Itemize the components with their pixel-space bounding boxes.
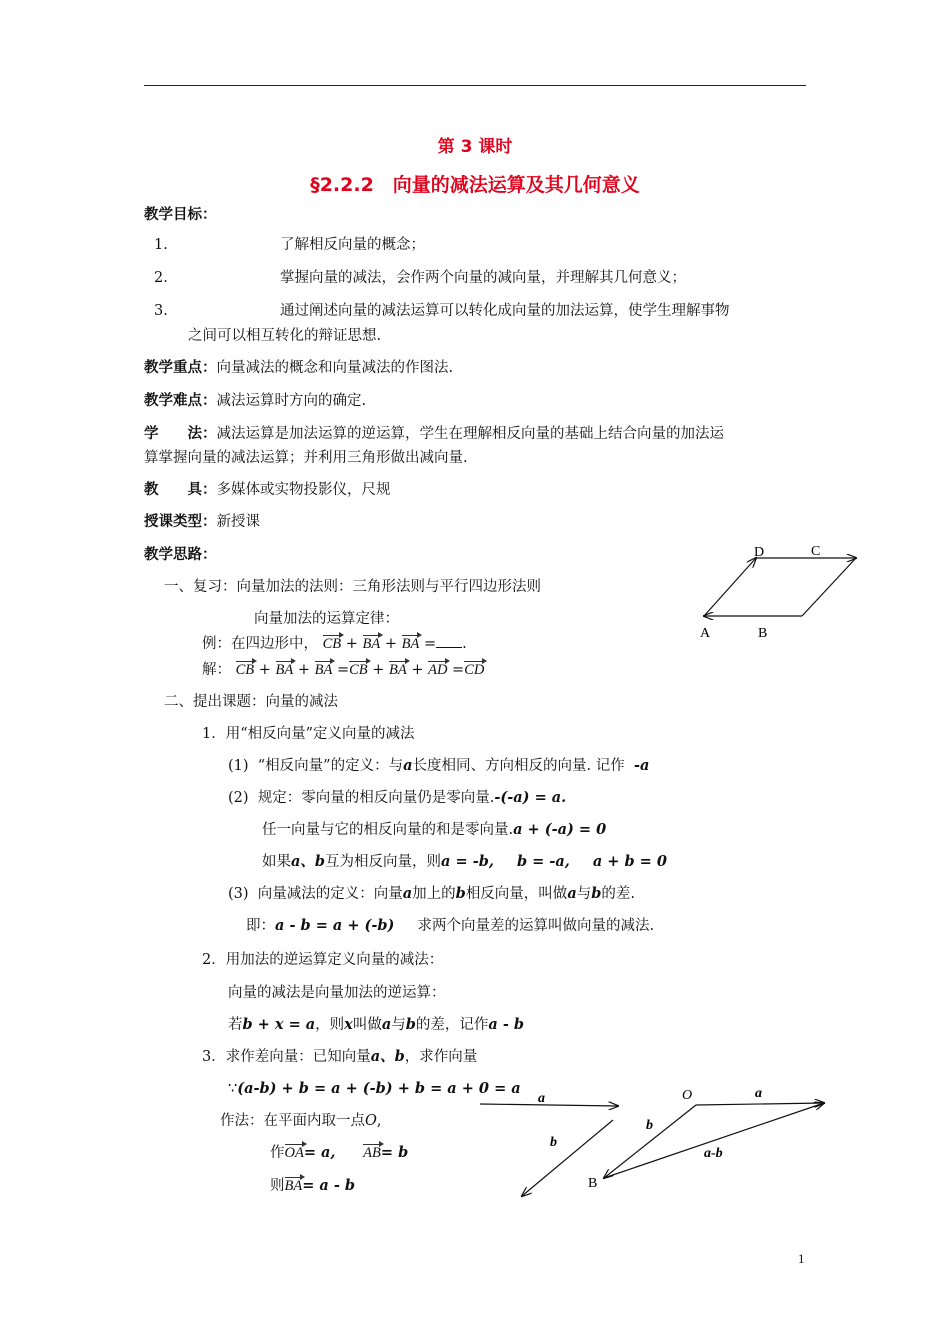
goal-3-text-cont: 之间可以相互转化的辩证思想. [188, 328, 382, 344]
review-example: 例：在四边形中， CB + BA + BA = . [202, 636, 467, 652]
label-d: D [754, 545, 765, 560]
parallelogram-figure [690, 536, 870, 646]
goal-3-text: 通过阐述向量的减法运算可以转化成向量的加法运算，使学生理解事物 [280, 303, 730, 319]
goal-1-text: 了解相反向量的概念； [280, 237, 425, 253]
difficulty: 教学难点：减法运算时方向的确定. [144, 392, 367, 409]
study-method-cont: 算掌握向量的减法运算；并利用三角形做出减向量. [144, 450, 468, 466]
s3-method: 作法：在平面内取一点O, [220, 1113, 382, 1129]
s3-heading: 3．求作差向量：已知向量a、b，求作向量 [202, 1048, 478, 1065]
s1-heading: 1．用“相反向量”定义向量的减法 [202, 726, 415, 742]
label-tri-b: b [646, 1118, 653, 1133]
vector-ba [604, 1103, 824, 1178]
s2-line1: 向量的减法是向量加法的逆运算： [228, 985, 446, 1001]
s1-line6: 即：a - b = a + (-b) 求两个向量差的运算叫做向量的减法. [246, 917, 655, 934]
s3-because: ∵(a-b) + b = a + (-b) + b = a + 0 = a [228, 1080, 521, 1097]
vector-oa [696, 1103, 824, 1105]
label-c: C [811, 544, 821, 559]
key-point: 教学重点：向量减法的概念和向量减法的作图法. [144, 359, 454, 376]
goals-label: 教学目标： [144, 206, 217, 223]
lesson-number: 第 3 课时 [437, 137, 513, 157]
s1-item1: (1) “相反向量”的定义：与a长度相同、方向相反的向量. 记作 -a [228, 757, 650, 774]
label-b: B [758, 626, 768, 641]
given-vector-b [522, 1120, 613, 1196]
header-rule [144, 85, 806, 86]
label-tri-a: a [755, 1086, 762, 1101]
review-heading: 一、复习：向量加法的法则：三角形法则与平行四边形法则 [164, 579, 541, 595]
part2-heading: 二、提出课题：向量的减法 [164, 694, 338, 710]
goal-2-text: 掌握向量的减法，会作两个向量的减向量，并理解其几何意义； [280, 270, 686, 286]
vector-difference-figure [480, 1075, 840, 1205]
label-a: A [700, 626, 711, 641]
label-diff: a-b [704, 1146, 723, 1161]
s1-line4: 如果a、b互为相反向量，则a = -b, b = -a, a + b = 0 [262, 853, 667, 870]
section-title: §2.2.2 向量的减法运算及其几何意义 [310, 174, 640, 196]
goal-3-num: 3. [154, 303, 168, 319]
s1-item3: (3) 向量减法的定义：向量a加上的b相反向量，叫做a与b的差. [228, 885, 635, 902]
thinking-label: 教学思路： [144, 546, 217, 563]
lesson-type: 授课类型：新授课 [144, 513, 260, 530]
label-b-point: B [588, 1176, 598, 1191]
label-given-a: a [538, 1091, 545, 1106]
tools: 教 具：多媒体或实物投影仪，尺规 [144, 481, 391, 498]
s3-make: 作OA= a, AB= b [270, 1144, 409, 1161]
goal-2-num: 2. [154, 270, 168, 286]
s1-item2: (2) 规定：零向量的相反向量仍是零向量.-(-a) = a. [228, 789, 567, 806]
review-solution: 解： CB + BA + BA =CB + BA + AD =CD [202, 662, 485, 678]
goal-1-num: 1. [154, 237, 168, 253]
label-given-b: b [550, 1135, 557, 1150]
s2-heading: 2．用加法的逆运算定义向量的减法： [202, 952, 444, 968]
review-laws: 向量加法的运算定律： [254, 611, 399, 627]
given-vector-a [480, 1104, 618, 1106]
label-o: O [682, 1088, 693, 1103]
vector-ab [604, 1105, 696, 1178]
edge-cb [802, 558, 856, 616]
edge-ad [704, 558, 756, 616]
s1-line3: 任一向量与它的相反向量的和是零向量.a + (-a) = 0 [262, 821, 607, 838]
s2-line2: 若b + x = a，则x叫做a与b的差，记作a - b [228, 1016, 525, 1033]
s3-then: 则BA= a - b [270, 1177, 356, 1194]
study-method: 学 法：减法运算是加法运算的逆运算，学生在理解相反向量的基础上结合向量的加法运 [144, 425, 724, 442]
page-number: 1 [798, 1251, 805, 1266]
